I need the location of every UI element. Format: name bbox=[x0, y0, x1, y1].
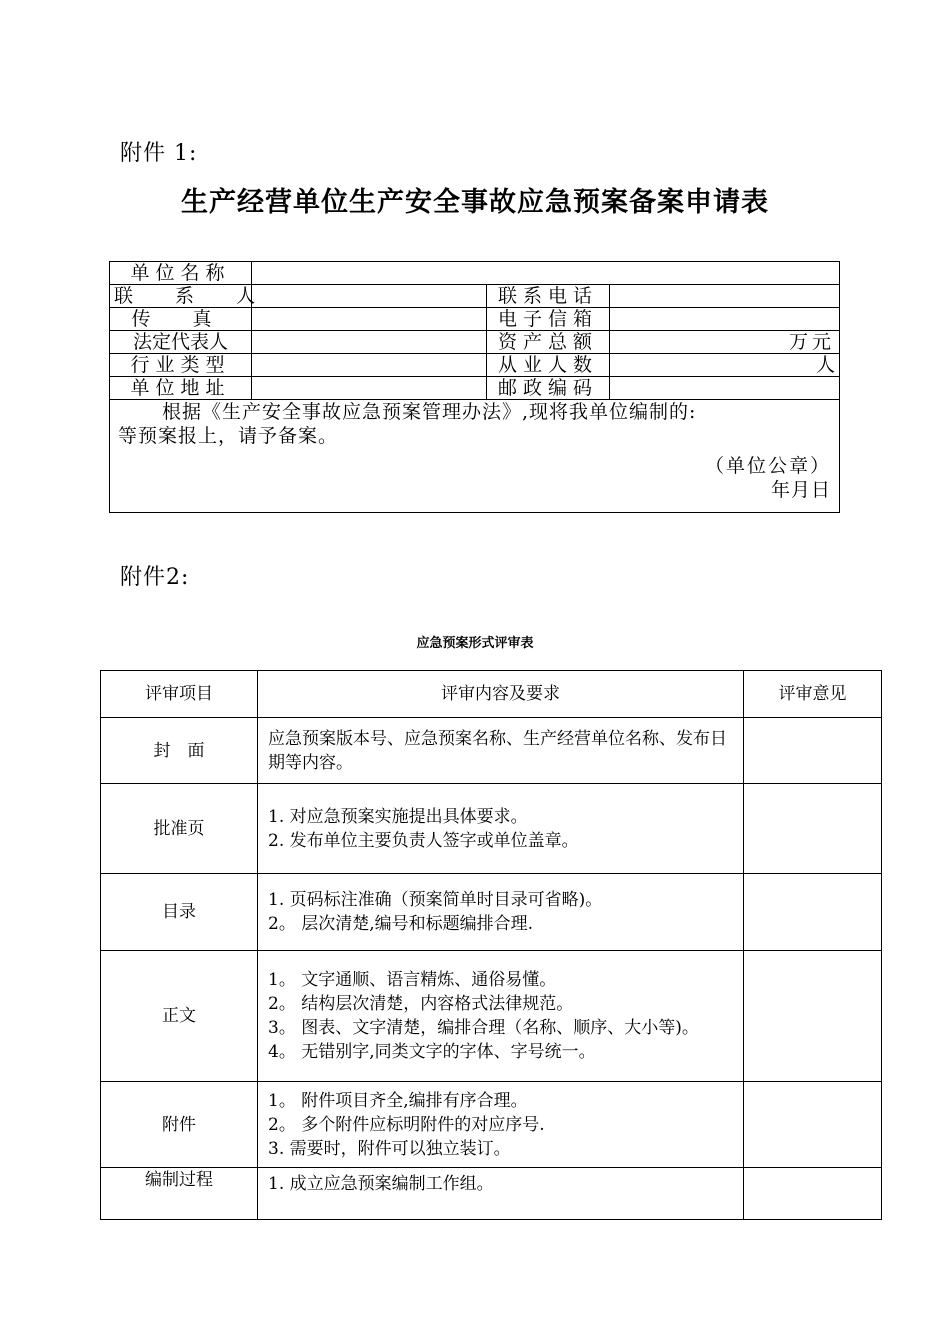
review-content-toc bbox=[258, 874, 744, 951]
review-table-title: 应急预案形式评审表 bbox=[416, 636, 534, 651]
content-line: 应急预案版本号、应急预案名称、生产经营单位名称、发布日期等内容。 bbox=[268, 728, 727, 773]
attachment-2-label: 附件2: bbox=[120, 565, 190, 590]
table-row bbox=[110, 400, 840, 513]
table-row bbox=[101, 718, 882, 784]
filing-application-table bbox=[109, 261, 840, 513]
content-line: 3。 图表、文字清楚，编排合理（名称、顺序、大小等)。 bbox=[268, 1018, 699, 1038]
review-item-body: 正文 bbox=[101, 951, 258, 1082]
address-field[interactable] bbox=[252, 377, 487, 400]
declaration-text-line-2: 等预案报上，请予备案。 bbox=[118, 425, 339, 447]
review-content-cover bbox=[258, 718, 744, 784]
review-content-appendix bbox=[258, 1082, 744, 1168]
content-line: 1. 对应急预案实施提出具体要求。 bbox=[268, 806, 528, 827]
fax-field[interactable] bbox=[252, 308, 487, 331]
review-opinion-preparation[interactable] bbox=[744, 1168, 882, 1220]
content-line: 2。 多个附件应标明附件的对应序号. bbox=[268, 1114, 545, 1135]
column-header-item: 评审项目 bbox=[101, 671, 258, 718]
email-label: 电子信箱 bbox=[487, 308, 610, 331]
review-item-preparation: 编制过程 bbox=[101, 1168, 258, 1220]
review-content-body bbox=[258, 951, 744, 1082]
table-row bbox=[110, 354, 840, 377]
content-line: 1。 附件项目齐全,编排有序合理。 bbox=[268, 1090, 528, 1111]
content-line: 2。 层次清楚,编号和标题编排合理. bbox=[268, 914, 534, 934]
table-row bbox=[101, 1082, 882, 1168]
review-opinion-toc[interactable] bbox=[744, 874, 882, 951]
table-row bbox=[110, 331, 840, 354]
contact-label: 联 系 人 bbox=[110, 285, 252, 308]
review-opinion-appendix[interactable] bbox=[744, 1082, 882, 1168]
review-opinion-body[interactable] bbox=[744, 951, 882, 1082]
review-item-toc: 目录 bbox=[101, 874, 258, 951]
table-row bbox=[110, 285, 840, 308]
column-header-opinion: 评审意见 bbox=[744, 671, 882, 718]
total-assets-label: 资产总额 bbox=[487, 331, 610, 354]
contact-field[interactable] bbox=[252, 285, 487, 308]
review-item-appendix: 附件 bbox=[101, 1082, 258, 1168]
review-content-approval-page bbox=[258, 784, 744, 874]
unit-name-field[interactable] bbox=[252, 262, 840, 285]
table-row bbox=[101, 784, 882, 874]
phone-field[interactable] bbox=[610, 285, 840, 308]
review-content-preparation bbox=[258, 1168, 744, 1220]
content-line: 4。 无错别字,同类文字的字体、字号统一。 bbox=[268, 1042, 596, 1062]
unit-seal-label: （单位公章） bbox=[704, 455, 831, 477]
column-header-content: 评审内容及要求 bbox=[258, 671, 744, 718]
legal-rep-label: 法定代表人 bbox=[110, 331, 252, 354]
content-line: 1. 页码标注准确（预案简单时目录可省略)。 bbox=[268, 890, 603, 910]
attachment-1-label: 附件 1: bbox=[120, 141, 198, 166]
industry-field[interactable] bbox=[252, 354, 487, 377]
review-item-approval-page: 批准页 bbox=[101, 784, 258, 874]
phone-label: 联系电话 bbox=[487, 285, 610, 308]
declaration-cell bbox=[110, 400, 840, 513]
fax-label: 传 真 bbox=[110, 308, 252, 331]
email-field[interactable] bbox=[610, 308, 840, 331]
content-line: 2. 发布单位主要负责人签字或单位盖章。 bbox=[268, 830, 579, 851]
legal-rep-field[interactable] bbox=[252, 331, 487, 354]
assets-unit: 万元 bbox=[788, 331, 835, 353]
address-label: 单位地址 bbox=[110, 377, 252, 400]
industry-label: 行业类型 bbox=[110, 354, 252, 377]
postcode-label: 邮政编码 bbox=[487, 377, 610, 400]
content-line: 3. 需要时，附件可以独立装订。 bbox=[268, 1138, 511, 1159]
header-row bbox=[101, 671, 882, 718]
postcode-field[interactable] bbox=[610, 377, 840, 400]
employees-label: 从业人数 bbox=[487, 354, 610, 377]
employees-unit: 人 bbox=[815, 354, 835, 376]
filing-form-title: 生产经营单位生产安全事故应急预案备案申请表 bbox=[181, 187, 769, 218]
review-opinion-approval-page[interactable] bbox=[744, 784, 882, 874]
table-row bbox=[101, 951, 882, 1082]
total-assets-field[interactable] bbox=[610, 331, 840, 354]
declaration-text-line-1: 根据《生产安全事故应急预案管理办法》,现将我单位编制的: bbox=[162, 401, 697, 423]
unit-name-label: 单位名称 bbox=[110, 262, 252, 285]
table-row bbox=[101, 874, 882, 951]
content-line: 1. 成立应急预案编制工作组。 bbox=[268, 1174, 494, 1194]
employees-field[interactable] bbox=[610, 354, 840, 377]
form-review-table bbox=[100, 670, 882, 1220]
review-opinion-cover[interactable] bbox=[744, 718, 882, 784]
table-row bbox=[110, 308, 840, 331]
content-line: 2。 结构层次清楚，内容格式法律规范。 bbox=[268, 994, 574, 1014]
date-label: 年月日 bbox=[770, 479, 831, 501]
review-item-cover: 封 面 bbox=[101, 718, 258, 784]
table-row bbox=[110, 377, 840, 400]
content-line: 1。 文字通顺、语言精炼、通俗易懂。 bbox=[268, 970, 557, 990]
table-row bbox=[110, 262, 840, 285]
table-row bbox=[101, 1168, 882, 1220]
